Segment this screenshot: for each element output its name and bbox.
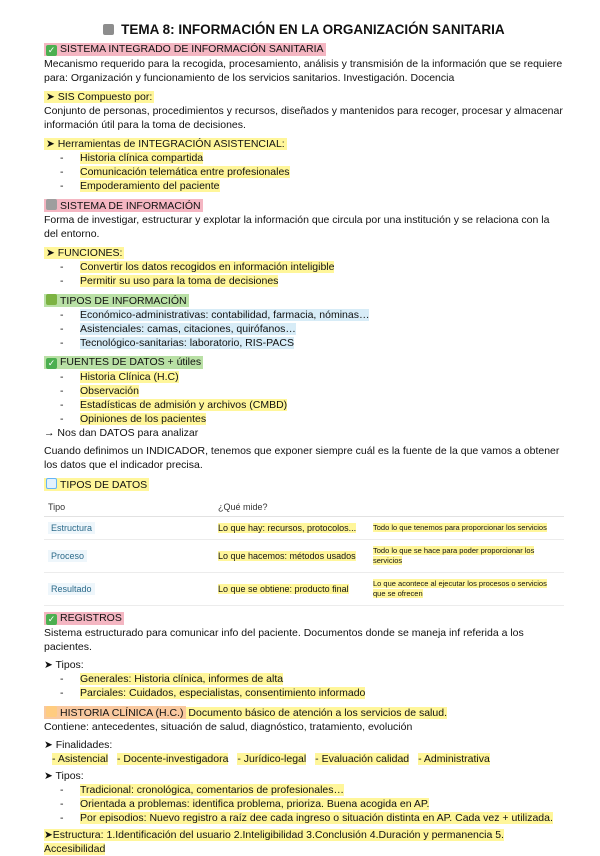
section-fuentes-datos [44, 354, 564, 472]
list-item: - Asistenciales: camas, citaciones, quirófanos… [60, 322, 564, 336]
section-funciones [44, 245, 564, 288]
chart-icon [46, 478, 57, 489]
table-row [44, 573, 564, 606]
list-item: - Historia clínica compartida [60, 151, 564, 165]
mide-cell: Lo que hay: recursos, protocolos... [218, 523, 357, 533]
indicador-text: Cuando definimos un INDICADOR, tenemos que exponer siempre cuál es la fuente de la que vamos a obtener los datos que el indicador precisa. [44, 445, 560, 471]
registros-tipos-list [44, 672, 564, 700]
sis-compuesto-header: ➤ SIS Compuesto por: [46, 91, 153, 103]
table-header-row [44, 498, 564, 517]
section-sis-compuesto [44, 89, 564, 132]
check-icon: ✓ [47, 358, 56, 368]
page-title: TEMA 8: INFORMACIÓN EN LA ORGANIZACIÓN SANITARIA [44, 22, 564, 37]
list-item: - Tradicional: cronológica, comentarios de profesionales… [60, 783, 564, 797]
list-item: - Generales: Historia clínica, informes de alta [60, 672, 564, 686]
section-tipos-datos [44, 476, 564, 606]
sistema-informacion-text: Forma de investigar, estructurar y explotar la información que circula por una institución y se relaciona con la del entorno. [44, 214, 550, 240]
table-row [44, 540, 564, 573]
mide-cell: Lo que se obtiene: producto final [218, 584, 349, 594]
bank-icon [103, 24, 114, 35]
list-item: - Observación [60, 384, 564, 398]
hc-estructura: ➤Estructura: 1.Identificación del usuario 2.Inteligibilidad 3.Conclusión 4.Duración y permanencia 5. Accesibilidad [44, 829, 504, 855]
list-item: - Tecnológico-sanitarias: laboratorio, RIS-PACS [60, 336, 564, 350]
funciones-header: ➤ FUNCIONES: [46, 247, 123, 259]
tipos-informacion-header: TIPOS DE INFORMACIÓN [44, 294, 189, 307]
list-item: - Opiniones de los pacientes [60, 412, 564, 426]
hc-finalidades-label: ➤ Finalidades: [44, 739, 113, 751]
puzzle-icon [46, 294, 57, 305]
fuentes-datos-list [44, 370, 564, 426]
table-row [44, 517, 564, 540]
tipo-cell: Estructura [48, 522, 95, 534]
historia-clinica-header: HISTORIA CLÍNICA (H.C.) [44, 706, 186, 719]
registros-tipos-label: ➤ Tipos: [44, 659, 84, 671]
sis-compuesto-text: Conjunto de personas, procedimientos y recursos, diseñados y mantenidos para recoger, procesar y almacenar información útil para la toma de decisiones. [44, 105, 563, 131]
list-item: - Empoderamiento del paciente [60, 179, 564, 193]
list-item: - Administrativa [418, 753, 490, 765]
section-tipos-informacion [44, 292, 564, 350]
column-header-tipo: Tipo [44, 498, 214, 517]
tipos-datos-table [44, 498, 564, 606]
hc-tipos-label: ➤ Tipos: [44, 770, 84, 782]
list-item: - Historia Clínica (H.C) [60, 370, 564, 384]
tipo-cell: Proceso [48, 550, 87, 562]
document-page [44, 22, 564, 856]
list-item: - Docente-investigadora [116, 753, 229, 765]
tipos-datos-header: TIPOS DE DATOS [44, 478, 149, 491]
tools-icon [46, 199, 57, 210]
list-item: - Asistencial [52, 753, 109, 765]
desc-cell: Lo que acontece al ejecutar los procesos o servicios que se ofrecen [373, 579, 547, 598]
list-item: - Jurídico-legal [237, 753, 307, 765]
list-item: - Comunicación telemática entre profesionales [60, 165, 564, 179]
historia-clinica-definition: Documento básico de atención a los servicios de salud. [185, 707, 447, 719]
list-item: - Convertir los datos recogidos en información inteligible [60, 260, 564, 274]
section-herramientas [44, 136, 564, 193]
hc-finalidades-list [44, 752, 564, 766]
section-historia-clinica [44, 704, 564, 856]
sistema-informacion-header: SISTEMA DE INFORMACIÓN [44, 199, 203, 212]
herramientas-list [44, 151, 564, 193]
section-sistema-informacion [44, 197, 564, 241]
list-item: - Permitir su uso para la toma de decisiones [60, 274, 564, 288]
section-header-sis: ✓ SISTEMA INTEGRADO DE INFORMACIÓN SANITARIA [44, 43, 326, 56]
check-icon: ✓ [47, 614, 56, 624]
document-icon [46, 706, 57, 717]
desc-cell: Todo lo que tenemos para proporcionar los servicios [373, 523, 547, 532]
list-item: - Parciales: Cuidados, especialistas, consentimiento informado [60, 686, 564, 700]
column-header-desc [369, 498, 564, 517]
tipo-cell: Resultado [48, 583, 95, 595]
list-item: - Evaluación calidad [315, 753, 410, 765]
fuentes-datos-header: ✓ FUENTES DE DATOS + útiles [44, 356, 203, 369]
section-registros [44, 610, 564, 700]
list-item: - Por episodios: Nuevo registro a raíz dee cada ingreso o situación distinta en AP. Cada vez + utilizada. [60, 811, 564, 825]
mide-cell: Lo que hacemos: métodos usados [218, 551, 356, 561]
funciones-list [44, 260, 564, 288]
hc-contiene: Contiene: antecedentes, situación de salud, diagnóstico, tratamiento, evolución [44, 721, 413, 733]
herramientas-header: ➤ Herramientas de INTEGRACIÓN ASISTENCIAL: [46, 138, 285, 150]
section-sistema-integrado [44, 41, 564, 85]
registros-header: ✓ REGISTROS [44, 612, 124, 625]
list-item: - Estadísticas de admisión y archivos (CMBD) [60, 398, 564, 412]
desc-cell: Todo lo que se hace para poder proporcionar los servicios [373, 546, 535, 565]
column-header-mide: ¿Qué mide? [214, 498, 369, 517]
hc-tipos-list [44, 783, 564, 825]
check-icon: ✓ [47, 45, 56, 55]
datos-arrow-note: → Nos dan DATOS para analizar [44, 427, 199, 439]
tipos-informacion-list [44, 308, 564, 350]
list-item: - Económico-administrativas: contabilidad, farmacia, nóminas… [60, 308, 564, 322]
registros-text: Sistema estructurado para comunicar info del paciente. Documentos donde se maneja inf referida a los pacientes. [44, 627, 524, 653]
sis-definition: Mecanismo requerido para la recogida, procesamiento, análisis y transmisión de la información que se requiere para: Organización y funcionamiento de los servicios sanitarios. Investigación. Docencia [44, 58, 563, 84]
list-item: - Orientada a problemas: identifica problema, prioriza. Buena acogida en AP. [60, 797, 564, 811]
